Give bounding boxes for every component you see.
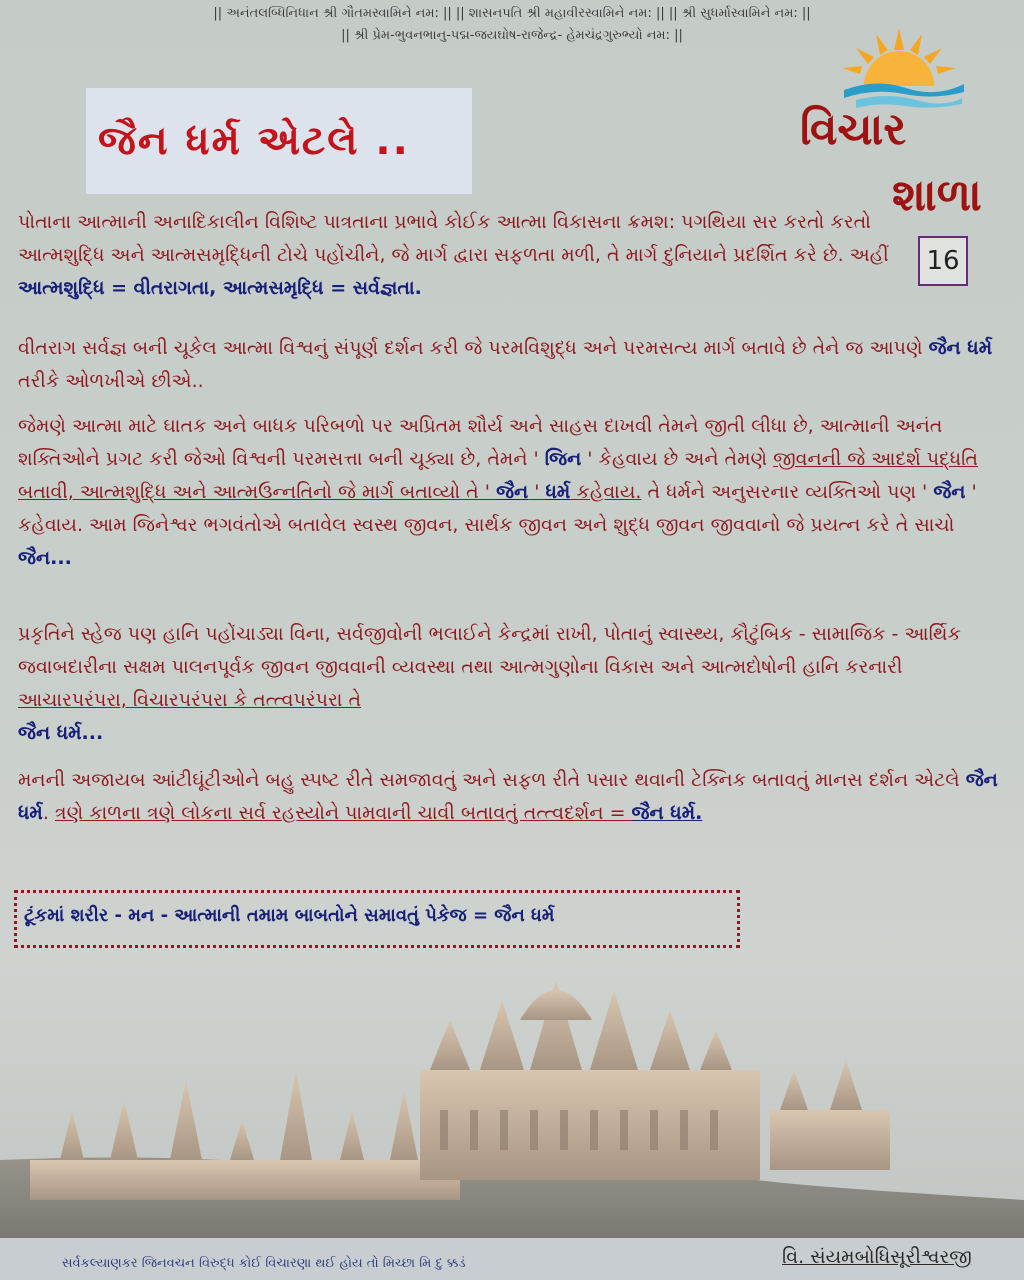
page-title: જૈન ધર્મ એટલે .. [98, 118, 410, 164]
jain-term-3: જૈન... [18, 547, 72, 569]
paragraph-1-text: પોતાના આત્માની અનાદિકાલીન વિશિષ્ટ પાત્રતાના પ્રભાવે કોઈક આત્મા વિકાસના ક્રમશ: પગથિયા સર કરતો કરતો આત્મશુદ્ધિ અને આત્મસમૃદ્ધિની ટોચે પહોંચીને, જે માર્ગ દ્વારા સફળતા મળી, તે માર્ગ દુનિયાને પ્રદર્શિત કરે છે. અહીં [18, 211, 889, 266]
temple-complex-image [0, 960, 1024, 1240]
sun-over-waves-icon [836, 28, 966, 112]
jain-term-2: જૈન [933, 481, 966, 503]
paragraph-3-part-a: જેમણે આત્મા માટે ઘાતક અને બાધક પરિબળો પર અપ્રિતમ શૌર્ય અને સાહસ દાખવી તેમને જીતી લીધા છે, આત્માની અનંત શક્તિઓને પ્રગટ કરી જેઓ વિશ્વની પરમસત્તા બની ચૂક્યા છે, તેમને ' [18, 415, 943, 470]
paragraph-4 [18, 618, 1008, 750]
paragraph-3-part-b: ' કેહવાય છે અને તેમણે [581, 448, 774, 470]
paragraph-1 [18, 206, 898, 305]
paragraph-5 [18, 764, 1008, 830]
paragraph-2-text: વીતરાગ સર્વજ્ઞ બની ચૂકેલ આત્મા વિશ્વનું સંપૂર્ણ દર્શન કરી જે પરમવિશુદ્ધ અને પરમસત્ય માર્ગ બતાવે છે તેને જ આપણે [18, 337, 929, 359]
paragraph-5-emphasis-2: જૈન ધર્મ. [631, 802, 703, 824]
paragraph-4-emphasis: જૈન ધર્મ... [18, 722, 104, 744]
paragraph-4-text: પ્રકૃતિને સ્હેજ પણ હાનિ પહોંચાડ્યા વિના, સર્વજીવોની ભલાઈને કેન્દ્રમાં રાખી, પોતાનું સ્વાસ્થ્ય, કૌટુંબિક - સામાજિક - આર્થિક જવાબદારીના સક્ષમ પાલનપૂર્વક જીવન જીવવાની વ્યવસ્થા તથા આત્મગુણોના વિકાસ અને આત્મદોષોની હાનિ કરનારી [18, 623, 961, 678]
paragraph-2 [18, 332, 1008, 398]
footer-note: સર્વકલ્યાણકર જિનવચન વિરુદ્ધ કોઈ વિચારણા થઈ હોય તો મિચ્છા મિ દુ ક્કડં [62, 1256, 466, 1271]
logo-word-shala: શાળા [892, 170, 982, 221]
invocation-line-2: || શ્રી પ્રેમ-ભુવનભાનુ-પદ્મ-જયઘોષ-રાજેન્દ્ર- હેમચંદ્રગુરુભ્યો નમ: || [341, 28, 683, 43]
paragraph-3-part-d: ' કહેવાય. આમ જિનેશ્વર ભગવંતોએ બતાવેલ સ્વસ્થ જીવન, સાર્થક જીવન અને શુદ્ધ જીવન જીવવાનો જે પ્રયત્ન કરે તે સાચો [18, 481, 977, 536]
paragraph-5-text: મનની અજાયબ આંટીઘૂંટીઓને બહુ સ્પષ્ટ રીતે સમજાવતું અને સફળ રીતે પસાર થવાની ટેક્નિક બતાવતું માનસ દર્શન એટલે [18, 769, 966, 791]
paragraph-3-underlined-2: ' [528, 481, 546, 503]
paragraph-3-part-c: તે ધર્મને અનુસરનાર વ્યક્તિઓ પણ ' [641, 481, 934, 503]
paragraph-5-underlined: ત્રણે કાળના ત્રણે લોકના સર્વ રહસ્યોને પામવાની ચાવી બતાવતું તત્ત્વદર્શન = [54, 802, 632, 824]
dharma-term: ધર્મ [545, 481, 571, 503]
paragraph-2-emphasis: જૈન ધર્મ [928, 337, 993, 359]
paragraph-1-emphasis: આત્મશુદ્ધિ = વીતરાગતા, આત્મસમૃદ્ધિ = સર્વજ્ઞતા. [18, 277, 422, 299]
logo-word-vichar: વિચાર [800, 104, 907, 155]
paragraph-5-separator: . [42, 802, 55, 824]
jain-term-1: જૈન [496, 481, 529, 503]
author-signature: વિ. સંયમબોધિસૂરીશ્વરજી [782, 1246, 972, 1268]
paragraph-4-underlined: આચારપરંપરા, વિચારપરંપરા કે તત્ત્વપરંપરા તે [18, 689, 362, 711]
summary-text: ટૂંકમાં શરીર - મન - આત્માની તમામ બાબતોને સમાવતું પેકેજ = જૈન ધર્મ [24, 905, 555, 926]
episode-number-badge: 16 [918, 236, 968, 286]
paragraph-2-tail: તરીકે ઓળખીએ છીએ.. [18, 370, 204, 392]
paragraph-5-emphasis-1: જૈન ધર્મ [18, 769, 998, 824]
paragraph-3-underlined-1: જીવનની જે આદર્શ પદ્ધતિ બતાવી, આત્મશુદ્ધિ અને આત્મઉન્નતિનો જે માર્ગ બતાવ્યો તે ' [18, 448, 979, 503]
paragraph-3-underlined-3: કહેવાય. [570, 481, 642, 503]
invocation-line-1: || અનંતલબ્ધિનિધાન શ્રી ગૌતમસ્વામિને નમ: || || શાસનપતિ શ્રી મહાવીરસ્વામિને નમ: || || શ્રી સુધર્માસ્વામિને નમ: || [213, 6, 811, 21]
jin-term: જિન [544, 448, 582, 470]
paragraph-3 [18, 410, 1008, 575]
